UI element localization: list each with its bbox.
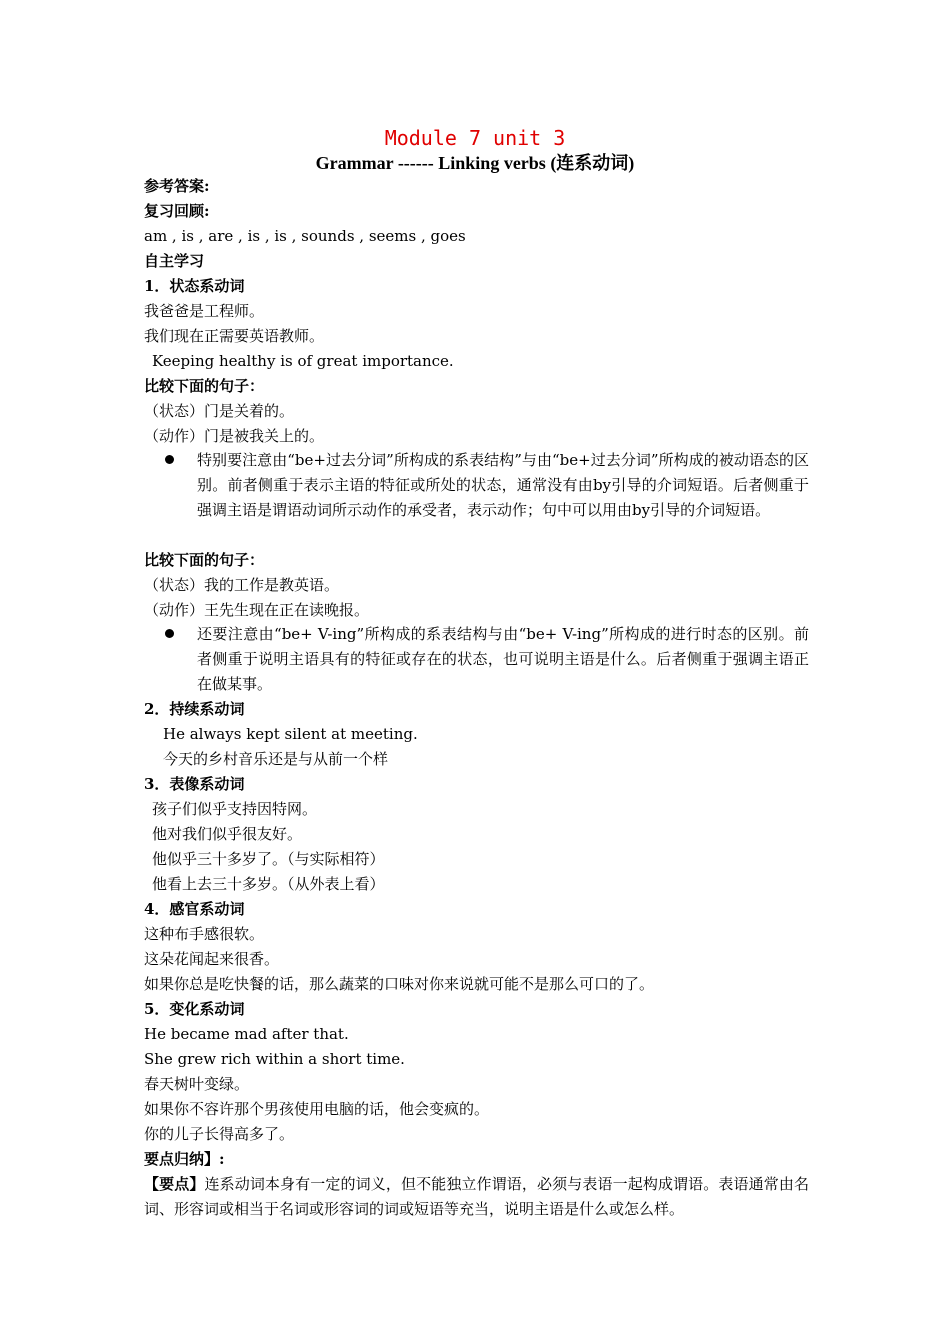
document-title: Module 7 unit 3 xyxy=(384,126,566,150)
compare-2-heading: 比较下面的句子： xyxy=(144,551,265,569)
section-2-line: 今天的乡村音乐还是与从前一个样 xyxy=(163,750,389,768)
section-2-heading: 2．持续系动词 xyxy=(144,700,245,718)
answers-heading: 参考答案: xyxy=(144,177,210,195)
key-point-text: 连系动词本身有一定的词义，但不能独立作谓语，必须与表语一起构成谓语。表语通常由名词、形容词或相当于名词或形容词的词或短语等充当，说明主语是什么或怎么样。 xyxy=(144,1175,809,1218)
section-1-line: 我爸爸是工程师。 xyxy=(144,302,265,320)
section-3-line: 他似乎三十多岁了。（与实际相符） xyxy=(152,850,385,868)
section-2-line: He always kept silent at meeting. xyxy=(163,725,418,743)
section-5-line: 如果你不容许那个男孩使用电脑的话，他会变疯的。 xyxy=(144,1100,490,1118)
compare-1-line: （状态）门是关着的。 xyxy=(144,402,295,420)
section-3-line: 他对我们似乎很友好。 xyxy=(152,825,303,843)
section-1-line: Keeping healthy is of great importance. xyxy=(152,352,454,370)
section-3-line: 他看上去三十多岁。（从外表上看） xyxy=(152,875,385,893)
key-point-label: 【要点】 xyxy=(144,1175,205,1193)
summary-heading: 要点归纳】: xyxy=(144,1150,225,1168)
compare-2-line: （状态）我的工作是教英语。 xyxy=(144,576,340,594)
compare-2-line: （动作）王先生现在正在读晚报。 xyxy=(144,601,370,619)
bullet-icon xyxy=(165,629,174,638)
section-5-line: 春天树叶变绿。 xyxy=(144,1075,250,1093)
section-5-line: 你的儿子长得高多了。 xyxy=(144,1125,295,1143)
section-3-heading: 3．表像系动词 xyxy=(144,775,245,793)
review-answers: am , is , are , is , is , sounds , seems , goes xyxy=(144,227,466,245)
review-heading: 复习回顾: xyxy=(144,202,210,220)
document-subtitle: Grammar ------ Linking verbs (连系动词) xyxy=(315,153,635,173)
bullet-note-2: 还要注意由“be+ V-ing”所构成的系表结构与由“be+ V-ing”所构成的进行时态的区别。前者侧重于说明主语具有的特征或存在的状态，也可说明主语是什么。后者侧重于强调主语正在做某事。 xyxy=(197,625,809,693)
section-4-line: 这种布手感很软。 xyxy=(144,925,265,943)
compare-1-line: （动作）门是被我关上的。 xyxy=(144,427,325,445)
section-5-line: She grew rich within a short time. xyxy=(144,1050,405,1068)
section-4-heading: 4．感官系动词 xyxy=(144,900,245,918)
compare-1-heading: 比较下面的句子： xyxy=(144,377,265,395)
section-1-line: 我们现在正需要英语教师。 xyxy=(144,327,325,345)
bullet-icon xyxy=(165,455,174,464)
section-4-line: 这朵花闻起来很香。 xyxy=(144,950,280,968)
section-5-line: He became mad after that. xyxy=(144,1025,349,1043)
self-study-heading: 自主学习 xyxy=(144,252,205,270)
section-4-line: 如果你总是吃快餐的话，那么蔬菜的口味对你来说就可能不是那么可口的了。 xyxy=(144,975,655,993)
section-3-line: 孩子们似乎支持因特网。 xyxy=(152,800,318,818)
section-5-heading: 5．变化系动词 xyxy=(144,1000,245,1018)
section-1-heading: 1．状态系动词 xyxy=(144,277,245,295)
key-point-paragraph xyxy=(144,1172,809,1222)
bullet-note-1: 特别要注意由“be+过去分词”所构成的系表结构”与由“be+过去分词”所构成的被动语态的区别。前者侧重于表示主语的特征或所处的状态，通常没有由by引导的介词短语。后者侧重于强调主语是谓语动词所示动作的承受者，表示动作；句中可以用由by引导的介词短语。 xyxy=(197,451,809,519)
